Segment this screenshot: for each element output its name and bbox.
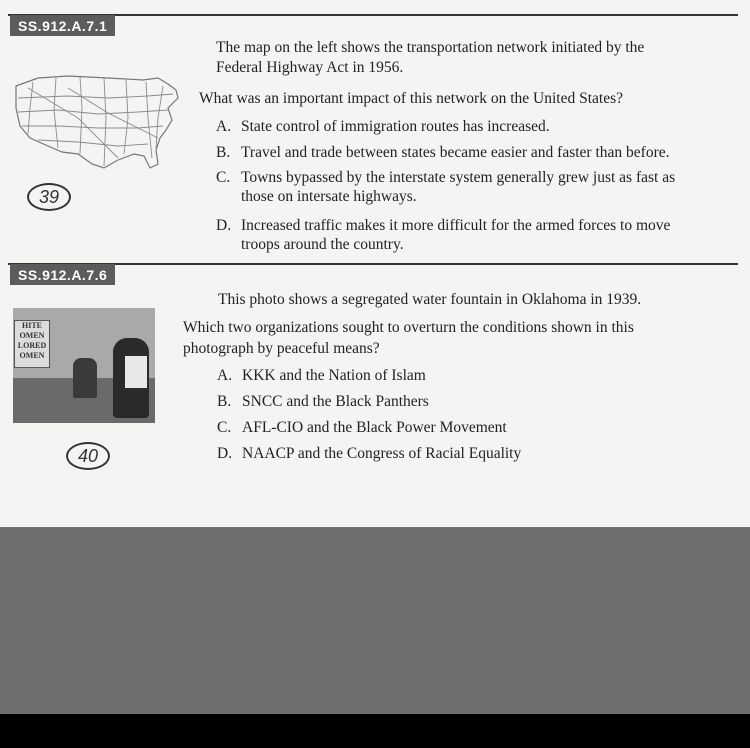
option-text: AFL-CIO and the Black Power Movement	[242, 419, 507, 436]
option-letter: A.	[216, 118, 232, 135]
option-letter: C.	[217, 419, 232, 436]
option-letter: B.	[217, 393, 232, 410]
sign-line: LORED	[17, 341, 47, 350]
standard-badge-q39: SS.912.A.7.1	[10, 15, 115, 36]
option-text: SNCC and the Black Panthers	[242, 393, 429, 410]
water-cooler	[73, 358, 97, 398]
q40-question-line2: photograph by peaceful means?	[183, 340, 380, 357]
photo-sign	[14, 320, 50, 368]
segregated-fountain-photo	[13, 308, 155, 423]
q39-option-b[interactable]	[216, 143, 726, 165]
gray-background-area	[0, 527, 750, 714]
option-letter: D.	[216, 217, 232, 234]
section-rule	[8, 263, 738, 265]
option-text: Travel and trade between states became easier and faster than before.	[241, 144, 670, 161]
option-text: KKK and the Nation of Islam	[242, 367, 426, 384]
option-text-line2: troops around the country.	[241, 236, 404, 253]
q40-option-b[interactable]	[217, 392, 697, 414]
q39-option-d[interactable]	[216, 216, 726, 256]
top-rule	[8, 14, 738, 16]
q40-stem: This photo shows a segregated water fountain in Oklahoma in 1939.	[218, 291, 642, 308]
option-letter: B.	[216, 144, 231, 161]
q40-option-d[interactable]	[217, 444, 697, 466]
q39-stem-line1: The map on the left shows the transportation network initiated by the	[216, 39, 645, 56]
q39-option-c[interactable]	[216, 168, 726, 208]
q39-option-a[interactable]	[216, 117, 726, 139]
option-text-line2: those on intersate highways.	[241, 188, 417, 205]
standard-badge-q40: SS.912.A.7.6	[10, 264, 115, 285]
option-letter: C.	[216, 169, 231, 186]
option-text-line1: Increased traffic makes it more difficult for the armed forces to move	[241, 217, 671, 234]
sign-line: HITE	[21, 321, 42, 330]
sign-line: OMEN	[19, 351, 45, 360]
option-letter: A.	[217, 367, 233, 384]
bottom-black-bar	[0, 714, 750, 748]
q40-option-a[interactable]	[217, 366, 697, 388]
option-text-line1: Towns bypassed by the interstate system generally grew just as fast as	[241, 169, 676, 186]
option-text: NAACP and the Congress of Racial Equality	[242, 445, 522, 462]
person-shirt	[125, 356, 147, 388]
question-number-39: 39	[27, 183, 71, 211]
q40-option-c[interactable]	[217, 418, 697, 440]
q39-question: What was an important impact of this network on the United States?	[199, 90, 623, 107]
question-number-40: 40	[66, 442, 110, 470]
sign-line: OMEN	[19, 331, 45, 340]
us-highway-map	[8, 68, 186, 178]
q40-question-line1: Which two organizations sought to overturn the conditions shown in this	[183, 319, 634, 336]
q39-stem-line2: Federal Highway Act in 1956.	[216, 59, 404, 76]
option-text: State control of immigration routes has increased.	[241, 118, 550, 135]
option-letter: D.	[217, 445, 233, 462]
